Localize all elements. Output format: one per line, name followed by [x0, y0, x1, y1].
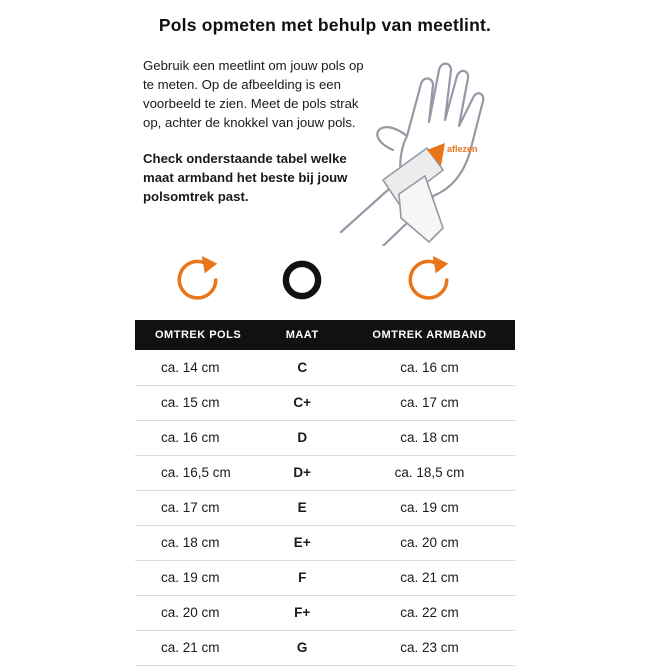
- intro-text-column: [135, 56, 367, 244]
- legend-cell-wrist: [135, 252, 260, 308]
- content-area: [135, 56, 515, 666]
- size-table-row: [135, 630, 515, 665]
- size-table-row: [135, 420, 515, 455]
- size-letter-cell: C: [260, 350, 344, 385]
- size-letter-cell: F: [260, 560, 344, 595]
- legend-icons-row: [135, 252, 515, 308]
- wrist-size-cell: ca. 17 cm: [135, 490, 260, 525]
- bracelet-size-cell: ca. 18,5 cm: [344, 455, 515, 490]
- wrist-size-cell: ca. 19 cm: [135, 560, 260, 595]
- size-letter-cell: E: [260, 490, 344, 525]
- size-letter-cell: D: [260, 420, 344, 455]
- bracelet-size-cell: ca. 22 cm: [344, 595, 515, 630]
- hand-with-tape-icon: [339, 46, 529, 246]
- header-omtrek-armband: OMTREK ARMBAND: [344, 320, 515, 350]
- wrist-size-cell: ca. 21 cm: [135, 630, 260, 665]
- size-letter-cell: D+: [260, 455, 344, 490]
- size-table: [135, 320, 515, 666]
- wrist-size-cell: ca. 16,5 cm: [135, 455, 260, 490]
- intro-section: [135, 56, 515, 244]
- size-table-row: [135, 385, 515, 420]
- bracelet-size-cell: ca. 16 cm: [344, 350, 515, 385]
- wrist-size-cell: ca. 14 cm: [135, 350, 260, 385]
- size-table-row: [135, 525, 515, 560]
- wrist-size-cell: ca. 18 cm: [135, 525, 260, 560]
- bracelet-size-cell: ca. 21 cm: [344, 560, 515, 595]
- header-row: [135, 320, 515, 350]
- size-table-body: [135, 350, 515, 665]
- bracelet-size-cell: ca. 18 cm: [344, 420, 515, 455]
- size-table-row: [135, 455, 515, 490]
- wrist-size-cell: ca. 16 cm: [135, 420, 260, 455]
- intro-paragraph: Gebruik een meetlint om jouw pols op te meten. Op de afbeelding is een voorbeeld te zien. Meet de pols strak op, achter de knokkel van jouw pols.: [143, 58, 364, 131]
- size-table-row: [135, 350, 515, 385]
- size-letter-cell: E+: [260, 525, 344, 560]
- wrist-measure-illustration: [367, 56, 515, 244]
- size-table-row: [135, 560, 515, 595]
- size-table-row: [135, 490, 515, 525]
- bracelet-size-cell: ca. 19 cm: [344, 490, 515, 525]
- size-table-header: [135, 320, 515, 350]
- bracelet-size-cell: ca. 20 cm: [344, 525, 515, 560]
- bracelet-size-cell: ca. 23 cm: [344, 630, 515, 665]
- instruction-paragraph: Check onderstaande tabel welke maat armband het beste bij jouw polsomtrek past.: [143, 150, 348, 204]
- legend-cell-size: [260, 252, 344, 308]
- wrist-size-cell: ca. 15 cm: [135, 385, 260, 420]
- header-omtrek-pols: OMTREK POLS: [135, 320, 260, 350]
- size-table-row: [135, 595, 515, 630]
- wrist-size-cell: ca. 20 cm: [135, 595, 260, 630]
- size-letter-cell: G: [260, 630, 344, 665]
- size-letter-cell: F+: [260, 595, 344, 630]
- read-off-label: aflezen: [447, 144, 478, 154]
- legend-cell-bracelet: [344, 252, 515, 308]
- bracelet-size-cell: ca. 17 cm: [344, 385, 515, 420]
- size-letter-cell: C+: [260, 385, 344, 420]
- page-title: Pols opmeten met behulp van meetlint.: [158, 15, 492, 35]
- bracelet-measure-icon: [405, 256, 453, 304]
- header-maat: MAAT: [260, 320, 344, 350]
- wrist-measure-icon: [174, 256, 222, 304]
- bracelet-ring-icon: [279, 257, 325, 303]
